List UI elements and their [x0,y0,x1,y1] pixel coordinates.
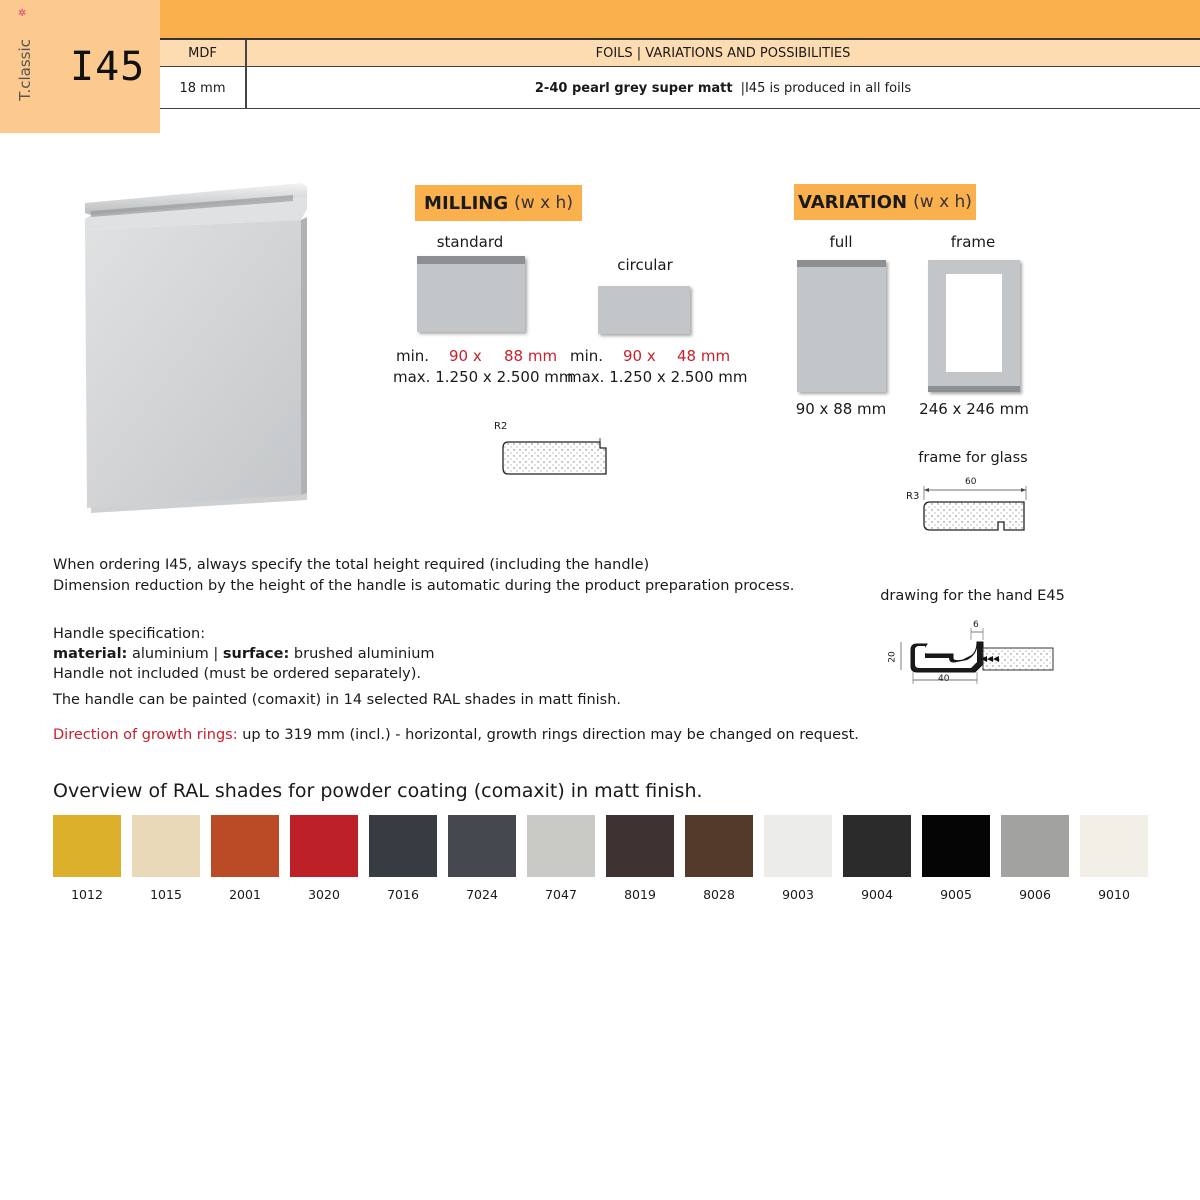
profile-r2-drawing [500,436,612,480]
ral-swatch-3020 [290,815,358,877]
frame-glass-radius: R3 [906,491,920,502]
spec-table-value-row [160,67,1200,109]
ral-title: Overview of RAL shades for powder coating (comaxit) in matt finish. [53,780,703,802]
ral-swatch-1015 [132,815,200,877]
handle-material-line [53,646,435,662]
material-value: aluminium | [131,646,219,662]
variation-title: VARIATION [798,191,908,213]
milling-header [415,185,582,221]
foil-note: |I45 is produced in all foils [740,80,912,96]
foil-name: 2-40 pearl grey super matt [534,80,733,96]
frame-label: frame [950,233,996,251]
frame-glass-dimension: 60 [965,477,977,487]
ral-swatch-2001 [211,815,279,877]
ral-swatch-9006 [1001,815,1069,877]
standard-milling-shape [417,256,525,332]
model-code: I45 [70,44,146,90]
ral-swatch-9010 [1080,815,1148,877]
ral-swatch-9004 [843,815,911,877]
ral-swatch-9003 [764,815,832,877]
ral-code-7016: 7016 [387,887,419,902]
ral-swatch-7047 [527,815,595,877]
ral-code-2001: 2001 [229,887,261,902]
circular-milling-shape [598,286,690,334]
full-size: 90 x 88 mm [795,400,887,418]
ral-swatch-7024 [448,815,516,877]
ral-code-9003: 9003 [782,887,814,902]
note-line-1: When ordering I45, always specify the total height required (including the handle) [53,557,650,573]
milling-subtitle: (w x h) [514,193,573,213]
growth-text: up to 319 mm (incl.) - horizontal, growth rings direction may be changed on request. [242,727,859,743]
handle-spec-title: Handle specification: [53,626,206,642]
ral-swatch-8028 [685,815,753,877]
surface-label: surface: [222,646,290,662]
ral-code-3020: 3020 [308,887,340,902]
hand-dim-bottom: 40 [938,674,950,684]
brand-name: T.classic [16,39,34,101]
frame-size: 246 x 246 mm [919,400,1029,418]
ral-code-8028: 8028 [703,887,735,902]
standard-min-w: 90 x [449,347,482,365]
note-line-2: Dimension reduction by the height of the handle is automatic during the product preparation process. [53,578,795,594]
variation-header [794,184,976,220]
ral-code-9006: 9006 [1019,887,1051,902]
circular-label: circular [617,256,673,274]
hand-e45-drawing [895,628,1060,688]
profile-r2-label: R2 [494,421,508,432]
standard-label: standard [436,233,504,251]
handle-not-included: Handle not included (must be ordered separately). [53,666,421,682]
ral-code-9010: 9010 [1098,887,1130,902]
ral-code-9004: 9004 [861,887,893,902]
material-label: material: [53,646,128,662]
table-divider [245,40,247,109]
hand-drawing-label: drawing for the hand E45 [880,588,1065,604]
standard-max: max. 1.250 x 2.500 mm [393,368,574,386]
col-mdf-value: 18 mm [179,80,226,96]
full-variation-shape [797,260,886,392]
hand-dim-side: 20 [887,651,898,663]
brand-logo-icon: ✲ [18,8,27,19]
circular-max: max. 1.250 x 2.500 mm [567,368,748,386]
hand-dim-top: 6 [973,620,979,630]
spec-table-header-row [160,40,1200,67]
frame-glass-label: frame for glass [918,450,1028,466]
ral-swatch-8019 [606,815,674,877]
frame-glass-drawing [918,484,1032,536]
growth-rings-line [53,727,859,743]
circular-min-h: 48 mm [677,347,731,365]
full-label: full [829,233,853,251]
surface-value: brushed aluminium [293,646,435,662]
circular-min-prefix: min. [570,347,604,365]
ral-swatch-7016 [369,815,437,877]
frame-opening [946,274,1002,372]
circular-min-w: 90 x [623,347,656,365]
standard-min-h: 88 mm [504,347,558,365]
col-foils-value [246,67,1200,109]
ral-code-9005: 9005 [940,887,972,902]
ral-swatch-1012 [53,815,121,877]
col-foils-header: FOILS | VARIATIONS AND POSSIBILITIES [595,46,851,61]
ral-code-8019: 8019 [624,887,656,902]
ral-code-1012: 1012 [71,887,103,902]
ral-code-7024: 7024 [466,887,498,902]
ral-swatch-9005 [922,815,990,877]
milling-title: MILLING [424,192,509,214]
door-product-image [75,175,315,520]
col-mdf-header: MDF [188,46,217,61]
ral-code-1015: 1015 [150,887,182,902]
header-bar [160,0,1200,40]
frame-variation-shape [928,260,1020,392]
variation-subtitle: (w x h) [913,192,972,212]
ral-code-7047: 7047 [545,887,577,902]
growth-label: Direction of growth rings: [53,727,238,743]
handle-painted: The handle can be painted (comaxit) in 14 selected RAL shades in matt finish. [53,692,622,708]
standard-min-prefix: min. [396,347,430,365]
